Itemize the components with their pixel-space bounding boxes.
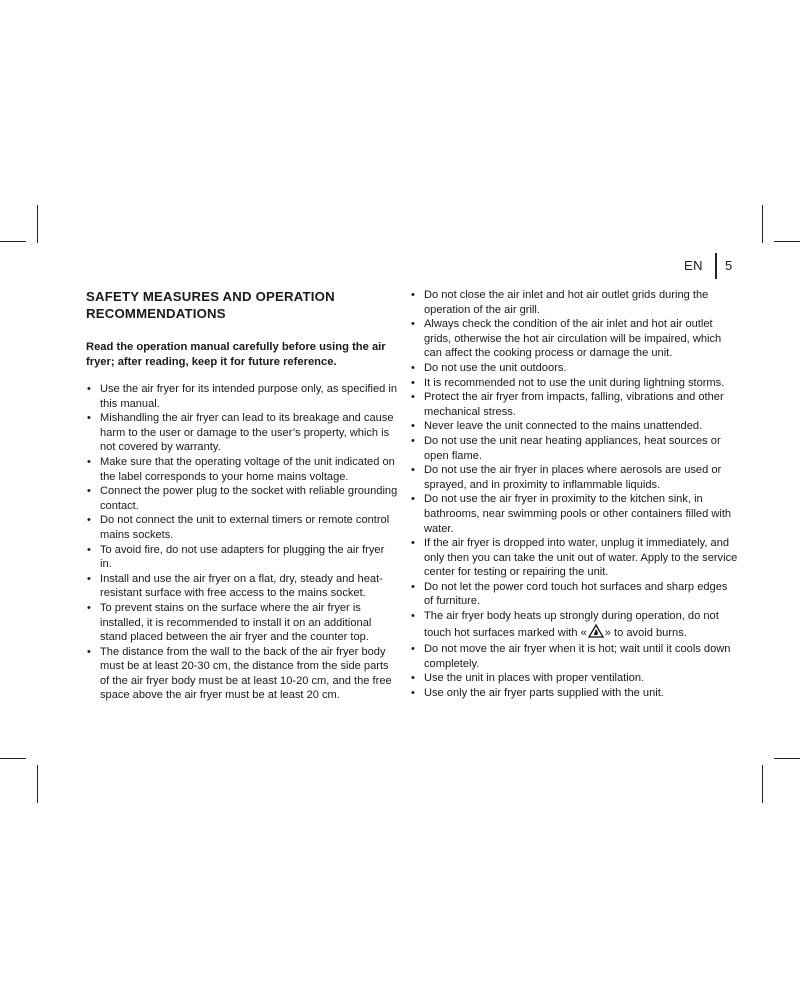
list-item: • Do not connect the unit to external timers or remote control mains sockets. xyxy=(87,514,390,541)
bullet-icon: • xyxy=(411,289,415,301)
left-column xyxy=(86,288,398,703)
list-item: • Do not close the air inlet and hot air outlet grids during the operation of the air grill. xyxy=(411,289,709,316)
bullet-icon: • xyxy=(411,420,415,433)
bullet-icon: • xyxy=(411,318,415,331)
list-item: • Use only the air fryer parts supplied with the unit. xyxy=(411,687,664,700)
bullet-icon: • xyxy=(411,376,415,389)
list-item: • To prevent stains on the surface where the air fryer is installed, it is recommended to install it on an additional stand placed between the air fryer and the counter top. xyxy=(87,601,372,644)
section-title-line1: SAFETY MEASURES AND OPERATION xyxy=(86,289,335,304)
list-item: • Always check the condition of the air inlet and hot air outlet grids, otherwise the hot air circulation will be impaired, which can affect the cooking process or damage the unit. xyxy=(411,318,722,360)
bullet-icon: • xyxy=(411,672,415,685)
crop-mark xyxy=(762,765,763,803)
bullet-icon: • xyxy=(87,412,91,425)
intro-text: Read the operation manual carefully before using the air fryer; after reading, keep it for future reference. xyxy=(86,341,386,368)
right-column xyxy=(410,288,738,701)
bullet-icon: • xyxy=(411,391,415,404)
list-item: • The distance from the wall to the back of the air fryer body must be at least 20-30 cm, the distance from the side parts of the air fryer body must be at least 10-20 cm, and the free space above the air fryer must be at least 20 cm. xyxy=(87,645,392,702)
bullet-icon: • xyxy=(87,572,91,585)
bullet-icon: • xyxy=(411,361,415,374)
list-item: • Do not move the air fryer when it is hot; wait until it cools down completely. xyxy=(411,643,731,670)
crop-mark xyxy=(0,758,26,759)
crop-mark xyxy=(37,205,38,243)
bullet-icon: • xyxy=(87,645,91,658)
list-item: • Connect the power plug to the socket with reliable grounding contact. xyxy=(87,485,398,512)
list-item: • The air fryer body heats up strongly during operation, do not touch hot surfaces marked with « » to avoid burns. xyxy=(410,609,738,642)
list-item: • Use the unit in places with proper ventilation. xyxy=(411,672,645,685)
bullet-icon: • xyxy=(87,514,91,527)
page-number: 5 xyxy=(725,258,733,273)
list-item: • To avoid fire, do not use adapters for plugging the air fryer in. xyxy=(87,543,385,571)
list-item: • Do not let the power cord touch hot surfaces and sharp edges of furniture. xyxy=(411,580,728,608)
list-item: • Do not use the unit outdoors. xyxy=(411,361,567,374)
language-label: EN xyxy=(684,258,704,273)
bullet-icon: • xyxy=(411,434,415,447)
list-item: • Make sure that the operating voltage of the unit indicated on the label corresponds to your home mains voltage. xyxy=(87,455,395,483)
bullet-icon: • xyxy=(411,493,415,506)
crop-mark xyxy=(774,241,800,242)
left-bullet-list xyxy=(86,382,398,703)
bullet-icon: • xyxy=(411,537,415,550)
bullet-icon: • xyxy=(87,383,91,395)
list-item: • Protect the air fryer from impacts, falling, vibrations and other mechanical stress. xyxy=(411,391,724,418)
list-item: • It is recommended not to use the unit during lightning storms. xyxy=(411,376,725,389)
bullet-icon: • xyxy=(411,464,415,477)
crop-mark xyxy=(774,758,800,759)
list-item: • Do not use the air fryer in places where aerosols are used or sprayed, and in proximity to inflammable liquids. xyxy=(411,464,722,491)
hot-surface-warning-icon xyxy=(588,624,604,643)
crop-mark xyxy=(0,241,26,242)
right-bullet-list xyxy=(410,288,738,701)
bullet-icon: • xyxy=(87,601,91,614)
list-item: • Use the air fryer for its intended purpose only, as specified in this manual. xyxy=(87,383,398,410)
list-item: • Mishandling the air fryer can lead to its breakage and cause harm to the user or damage to the user’s property, which is not covered by warranty. xyxy=(87,412,394,454)
section-title-line2: RECOMMENDATIONS xyxy=(86,306,226,321)
bullet-icon: • xyxy=(411,580,415,593)
bullet-icon: • xyxy=(87,485,91,498)
bullet-icon: • xyxy=(411,687,415,700)
list-item: • Do not use the air fryer in proximity to the kitchen sink, in bathrooms, near swimming pools or other containers filled with water. xyxy=(411,493,732,535)
list-item: • Do not use the unit near heating appliances, heat sources or open flame. xyxy=(411,434,721,462)
section-title xyxy=(86,288,398,322)
bullet-icon: • xyxy=(411,643,415,656)
list-item: • If the air fryer is dropped into water, unplug it immediately, and only then you can take the unit out of water. Apply to the service center for testing or repairing the unit. xyxy=(411,537,738,579)
bullet-icon: • xyxy=(87,455,91,468)
crop-mark xyxy=(37,765,38,803)
bullet-icon: • xyxy=(87,543,91,556)
list-item: • Install and use the air fryer on a flat, dry, steady and heat-resistant surface with free access to the mains socket. xyxy=(87,572,383,600)
bullet-icon: • xyxy=(411,610,415,623)
header-divider xyxy=(715,253,717,279)
crop-mark xyxy=(762,205,763,243)
list-item: • Never leave the unit connected to the mains unattended. xyxy=(411,420,703,433)
